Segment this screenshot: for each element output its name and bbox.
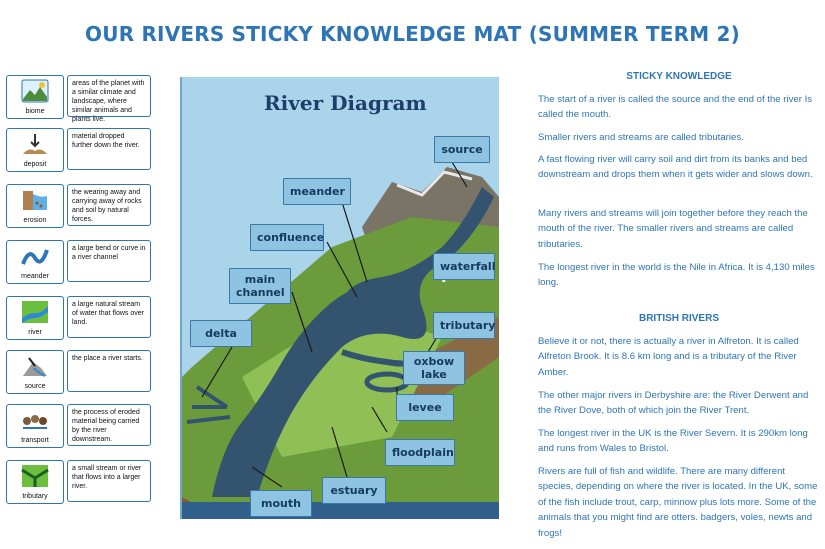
- transport-icon: [21, 408, 49, 434]
- sticky-paragraph: The longest river in the world is the Nile in Africa. It is 4,130 miles long.: [538, 262, 815, 289]
- vocab-card-erosion: [6, 184, 152, 228]
- river-icon: [21, 300, 49, 326]
- deposit-icon: [21, 132, 49, 158]
- sticky-knowledge-heading: STICKY KNOWLEDGE: [626, 71, 732, 82]
- vocab-definition: a small stream or river that flows into a larger river.: [67, 460, 151, 502]
- british-paragraph: Believe it or not, there is actually a river in Alfreton. It is called Alfreton Brook. It is 8.6 km long and is a tributary of the River Amber.: [538, 336, 799, 378]
- label-source: source: [434, 136, 490, 163]
- vocab-word: source: [24, 383, 46, 390]
- british-paragraph: Rivers are full of fish and wildlife. There are many different species, depending on where the river is located. In the UK, some of the fish include trout, carp, minnow plus lots more. Some of the animals that you might find are otters. badgers, voles, newts and frogs!: [538, 466, 818, 539]
- vocab-card-transport: [6, 404, 152, 448]
- label-waterfall: waterfall: [433, 253, 495, 280]
- vocab-card-biome: [6, 75, 152, 123]
- vocab-word: meander: [21, 273, 49, 280]
- vocab-card-tributary: [6, 460, 152, 504]
- tributary-icon: [21, 464, 49, 490]
- vocab-definition: areas of the planet with a similar climate and landscape, where similar animals and plants live.: [67, 75, 151, 117]
- label-confluence: confluence: [250, 224, 324, 251]
- vocab-definition: the process of eroded material being carried by the river downstream.: [67, 404, 151, 446]
- vocab-word: river: [28, 329, 42, 336]
- british-paragraph: The other major rivers in Derbyshire are: the River Derwent and the River Dove, both of which join the River Trent.: [538, 390, 809, 417]
- vocab-definition: the place a river starts.: [67, 350, 151, 392]
- source-icon: [21, 354, 49, 380]
- vocab-card-river: [6, 296, 152, 340]
- label-estuary: estuary: [322, 477, 386, 504]
- sticky-paragraph: The start of a river is called the source and the end of the river Is called the mouth.: [538, 94, 813, 121]
- vocab-word: biome: [25, 108, 45, 115]
- biome-icon: [21, 79, 49, 105]
- vocab-card-meander: [6, 240, 152, 284]
- label-levee: levee: [396, 394, 454, 421]
- page-title: OUR RIVERS STICKY KNOWLEDGE MAT (SUMMER TERM 2): [85, 22, 740, 46]
- vocab-card-source: [6, 350, 152, 394]
- vocab-word: tributary: [22, 493, 48, 500]
- label-floodplain: floodplain: [385, 439, 455, 466]
- river-diagram: [180, 77, 499, 519]
- vocab-definition: a large natural stream of water that flows over land.: [67, 296, 151, 338]
- label-meander: meander: [283, 178, 351, 205]
- vocab-word: deposit: [23, 161, 47, 168]
- vocab-word: transport: [21, 437, 49, 444]
- label-main-channel: main channel: [229, 268, 291, 304]
- diagram-title: River Diagram: [264, 91, 427, 115]
- british-paragraph: The longest river in the UK is the River Severn. It is 290km long and runs from Wales to Bristol.: [538, 428, 808, 455]
- label-delta: delta: [190, 320, 252, 347]
- label-tributary: tributary: [433, 312, 495, 339]
- sticky-paragraph: A fast flowing river will carry soil and dirt from its banks and bed downstream and drops them when it gets wider and slows down.: [538, 154, 813, 181]
- sticky-paragraph: Many rivers and streams will join together before they reach the mouth of the river. The smaller rivers and streams are called tributaries.: [538, 208, 808, 250]
- vocab-word: erosion: [23, 217, 47, 224]
- sticky-paragraph: Smaller rivers and streams are called tributaries.: [538, 132, 744, 143]
- erosion-icon: [21, 188, 49, 214]
- vocab-definition: the wearing away and carrying away of rocks and soil by natural forces.: [67, 184, 151, 226]
- vocab-definition: material dropped further down the river.: [67, 128, 151, 170]
- british-rivers-heading: BRITISH RIVERS: [638, 313, 719, 324]
- vocab-definition: a large bend or curve in a river channel: [67, 240, 151, 282]
- meander-icon: [21, 244, 49, 270]
- label-mouth: mouth: [250, 490, 312, 517]
- vocab-card-deposit: [6, 128, 152, 172]
- label-oxbow-lake: oxbow lake: [403, 351, 465, 385]
